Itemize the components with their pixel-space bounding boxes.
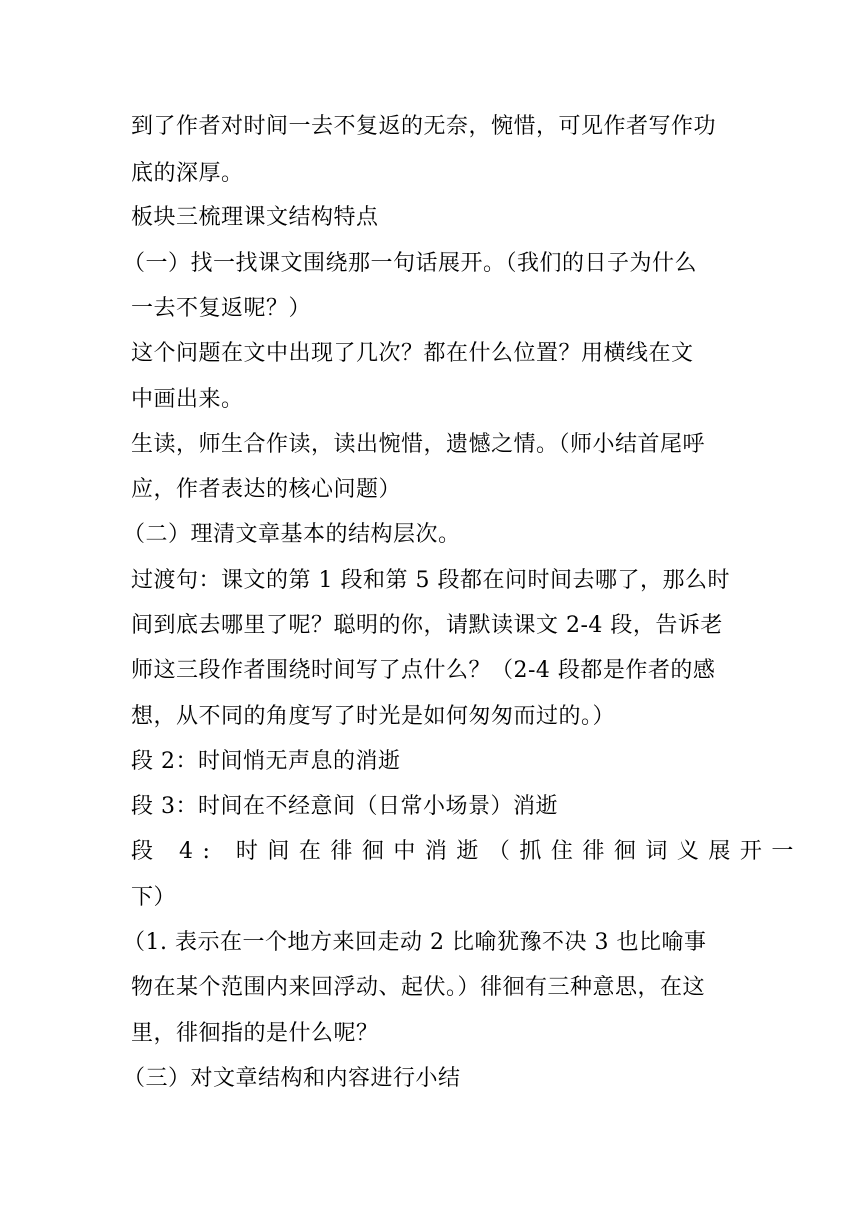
text-line: 下） xyxy=(131,885,177,910)
text-line: 生读，师生合作读，读出惋惜，遗憾之情。（师小结首尾呼 xyxy=(131,432,706,457)
text-line: 这个问题在文中出现了几次？都在什么位置？用横线在文 xyxy=(131,341,694,366)
text-line: 到了作者对时间一去不复返的无奈，惋惜，可见作者写作功 xyxy=(131,114,717,139)
text-line: 应，作者表达的核心问题） xyxy=(131,477,402,502)
text-line: 一去不复返呢？） xyxy=(131,296,312,321)
text-line: 师这三段作者围绕时间写了点什么？（2-4 段都是作者的感 xyxy=(131,658,716,683)
subsection-heading: （一）找一找课文围绕那一句话展开。（我们的日子为什么 xyxy=(123,251,698,276)
subsection-heading: （三）对文章结构和内容进行小结 xyxy=(123,1066,461,1091)
text-line: 段 4: 时间在徘徊中消逝（抓住徘徊词义展开一 xyxy=(131,839,803,864)
text-line: （1. 表示在一个地方来回走动 2 比喻犹豫不决 3 也比喻事 xyxy=(123,930,707,955)
text-line: 段 2：时间悄无声息的消逝 xyxy=(131,749,401,774)
text-line: 里，徘徊指的是什么呢？ xyxy=(131,1021,379,1046)
text-line: 段 3：时间在不经意间（日常小场景）消逝 xyxy=(131,794,558,819)
text-line: 想，从不同的角度写了时光是如何匆匆而过的。） xyxy=(131,704,616,729)
text-line: 物在某个范围内来回浮动、起伏。）徘徊有三种意思，在这 xyxy=(131,975,706,1000)
text-line: 间到底去哪里了呢？聪明的你，请默读课文 2-4 段，告诉老 xyxy=(131,613,723,638)
text-line: 中画出来。 xyxy=(131,387,244,412)
section-heading: 板块三梳理课文结构特点 xyxy=(131,205,379,230)
subsection-heading: （二）理清文章基本的结构层次。 xyxy=(123,522,461,547)
text-line: 底的深厚。 xyxy=(131,161,244,186)
text-line: 过渡句：课文的第 1 段和第 5 段都在问时间去哪了，那么时 xyxy=(131,568,730,593)
